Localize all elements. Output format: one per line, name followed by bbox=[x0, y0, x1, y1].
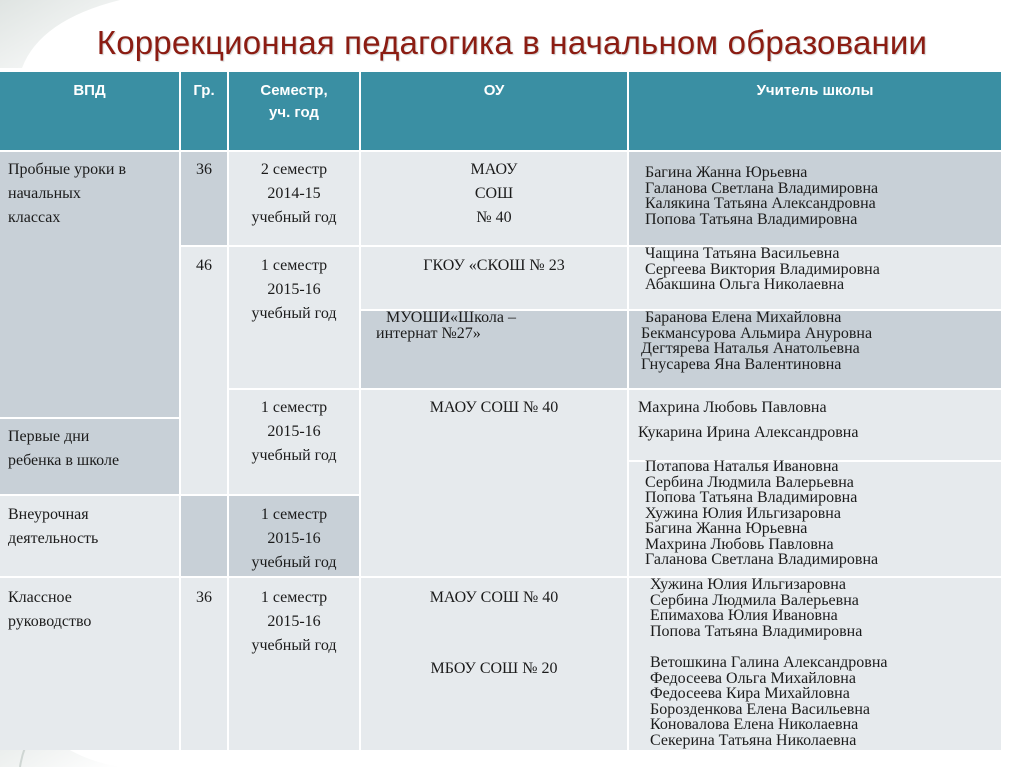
school-3-line1: МУОШИ«Школа – bbox=[386, 309, 516, 326]
header-gr-label: Гр. bbox=[193, 82, 215, 99]
teacher-name: Галанова Светлана Владимировна bbox=[645, 179, 879, 197]
teacher-name: Гнусарева Яна Валентиновна bbox=[641, 355, 842, 373]
teacher-name: Баранова Елена Михайловна bbox=[645, 309, 842, 326]
teacher-name: Багина Жанна Юрьевна bbox=[645, 520, 808, 537]
teacher-name: Борозденкова Елена Васильевна bbox=[650, 700, 870, 718]
school-1 bbox=[361, 158, 627, 230]
teacher-name: Хужина Юлия Ильгизаровна bbox=[645, 504, 841, 522]
teacher-name: Попова Татьяна Владимировна bbox=[645, 210, 858, 228]
vpd-extracurricular bbox=[8, 503, 98, 551]
semester-1-line1: 2 семестр bbox=[260, 161, 328, 178]
teachers-2 bbox=[645, 246, 880, 293]
vpd-3-line1: Внеурочная bbox=[8, 506, 89, 523]
semester-4-line2: 2015-16 bbox=[267, 530, 321, 547]
header-semester bbox=[229, 72, 359, 150]
teacher-name: Коновалова Елена Николаевна bbox=[650, 716, 859, 733]
header-teacher bbox=[629, 72, 1001, 150]
semester-5-line1: 1 семестр bbox=[260, 589, 328, 606]
vpd-1-line1: Пробные уроки в bbox=[8, 161, 126, 178]
vpd-4-line2: руководство bbox=[8, 613, 92, 630]
semester-2-line1: 1 семестр bbox=[260, 257, 328, 274]
teacher-name: Калякина Татьяна Александровна bbox=[645, 195, 876, 212]
semester-3 bbox=[229, 396, 359, 468]
semester-5-line2: 2015-16 bbox=[267, 613, 321, 630]
cell-gr-3 bbox=[181, 496, 227, 576]
teacher-4a: Махрина Любовь Павловна bbox=[638, 399, 827, 416]
semester-4-line3: учебный год bbox=[251, 554, 337, 571]
teacher-name: Чащина Татьяна Васильевна bbox=[645, 245, 840, 262]
teacher-name: Хужина Юлия Ильгизаровна bbox=[650, 576, 846, 593]
school-3-line2: интернат №27» bbox=[376, 324, 481, 342]
school-1-line3: № 40 bbox=[476, 209, 512, 226]
school-5a: МАОУ СОШ № 40 bbox=[429, 589, 559, 606]
vpd-4-line1: Классное bbox=[8, 589, 72, 606]
school-3 bbox=[376, 310, 516, 341]
group-1: 36 bbox=[196, 161, 212, 178]
teacher-4b: Кукарина Ирина Александровна bbox=[638, 424, 859, 441]
teacher-name: Попова Татьяна Владимировна bbox=[650, 622, 863, 640]
vpd-3-line2: деятельность bbox=[8, 530, 99, 547]
vpd-1-line2: начальных bbox=[8, 185, 81, 202]
vpd-2-line1: Первые дни bbox=[8, 428, 90, 445]
teacher-name: Попова Татьяна Владимировна bbox=[645, 489, 858, 506]
teachers-6 bbox=[650, 577, 862, 639]
teacher-name: Ветошкина Галина Александровна bbox=[650, 654, 888, 671]
school-1-line2: СОШ bbox=[474, 185, 514, 202]
slide-title: Коррекционная педагогика в начальном образовании bbox=[96, 24, 928, 61]
header-semester-line2: уч. год bbox=[269, 104, 319, 121]
vpd-class-management bbox=[8, 586, 91, 634]
teacher-name: Сергеева Виктория Владимировна bbox=[645, 260, 880, 278]
teacher-name: Галанова Светлана Владимировна bbox=[645, 551, 879, 568]
teacher-name: Секерина Татьяна Николаевна bbox=[650, 731, 857, 749]
school-5b: МБОУ СОШ № 20 bbox=[430, 660, 558, 677]
group-2: 46 bbox=[196, 257, 212, 274]
semester-1 bbox=[229, 158, 359, 230]
teachers-1 bbox=[645, 165, 878, 227]
school-1-line1: МАОУ bbox=[470, 161, 518, 178]
group-4: 36 bbox=[196, 589, 212, 606]
semester-4 bbox=[229, 503, 359, 575]
teacher-name: Федосеева Ольга Михайловна bbox=[650, 669, 856, 687]
semester-4-line1: 1 семестр bbox=[260, 506, 328, 523]
header-vpd bbox=[0, 72, 179, 150]
teacher-name: Сербина Людмила Валерьевна bbox=[645, 473, 854, 491]
teacher-name: Дегтярева Наталья Анатольевна bbox=[641, 340, 860, 357]
semester-5 bbox=[229, 586, 359, 658]
semester-3-line1: 1 семестр bbox=[260, 399, 328, 416]
header-ou bbox=[361, 72, 627, 150]
teacher-name: Епимахова Юлия Ивановна bbox=[650, 607, 838, 624]
teacher-name: Федосеева Кира Михайловна bbox=[650, 685, 850, 702]
semester-2 bbox=[229, 254, 359, 326]
school-4: МАОУ СОШ № 40 bbox=[429, 399, 559, 416]
teacher-name: Сербина Людмила Валерьевна bbox=[650, 591, 859, 609]
teacher-name: Потапова Наталья Ивановна bbox=[645, 458, 839, 475]
semester-5-line3: учебный год bbox=[251, 637, 337, 654]
teacher-name: Абакшина Ольга Николаевна bbox=[645, 276, 845, 293]
teachers-3 bbox=[641, 310, 872, 372]
semester-3-line3: учебный год bbox=[251, 447, 337, 464]
vpd-probe-lessons bbox=[8, 158, 126, 230]
header-vpd-label: ВПД bbox=[73, 82, 106, 99]
teacher-name: Багина Жанна Юрьевна bbox=[645, 164, 808, 181]
header-ou-label: ОУ bbox=[483, 82, 505, 99]
semester-2-line2: 2015-16 bbox=[267, 281, 321, 298]
teachers-7 bbox=[650, 655, 888, 748]
teacher-name: Махрина Любовь Павловна bbox=[645, 535, 834, 553]
teachers-5 bbox=[645, 459, 878, 568]
semester-1-line2: 2014-15 bbox=[267, 185, 321, 202]
semester-1-line3: учебный год bbox=[251, 209, 337, 226]
header-gr bbox=[181, 72, 227, 150]
vpd-first-days bbox=[8, 425, 119, 473]
cell-gr-2 bbox=[181, 247, 227, 494]
vpd-2-line2: ребенка в школе bbox=[8, 452, 120, 469]
semester-2-line3: учебный год bbox=[251, 305, 337, 322]
vpd-1-line3: классах bbox=[8, 209, 61, 226]
school-2: ГКОУ «СКОШ № 23 bbox=[423, 257, 565, 274]
semester-3-line2: 2015-16 bbox=[267, 423, 321, 440]
teacher-name: Бекмансурова Альмира Ануровна bbox=[641, 324, 873, 342]
header-semester-line1: Семестр, bbox=[260, 82, 328, 99]
header-teacher-label: Учитель школы bbox=[756, 82, 874, 99]
